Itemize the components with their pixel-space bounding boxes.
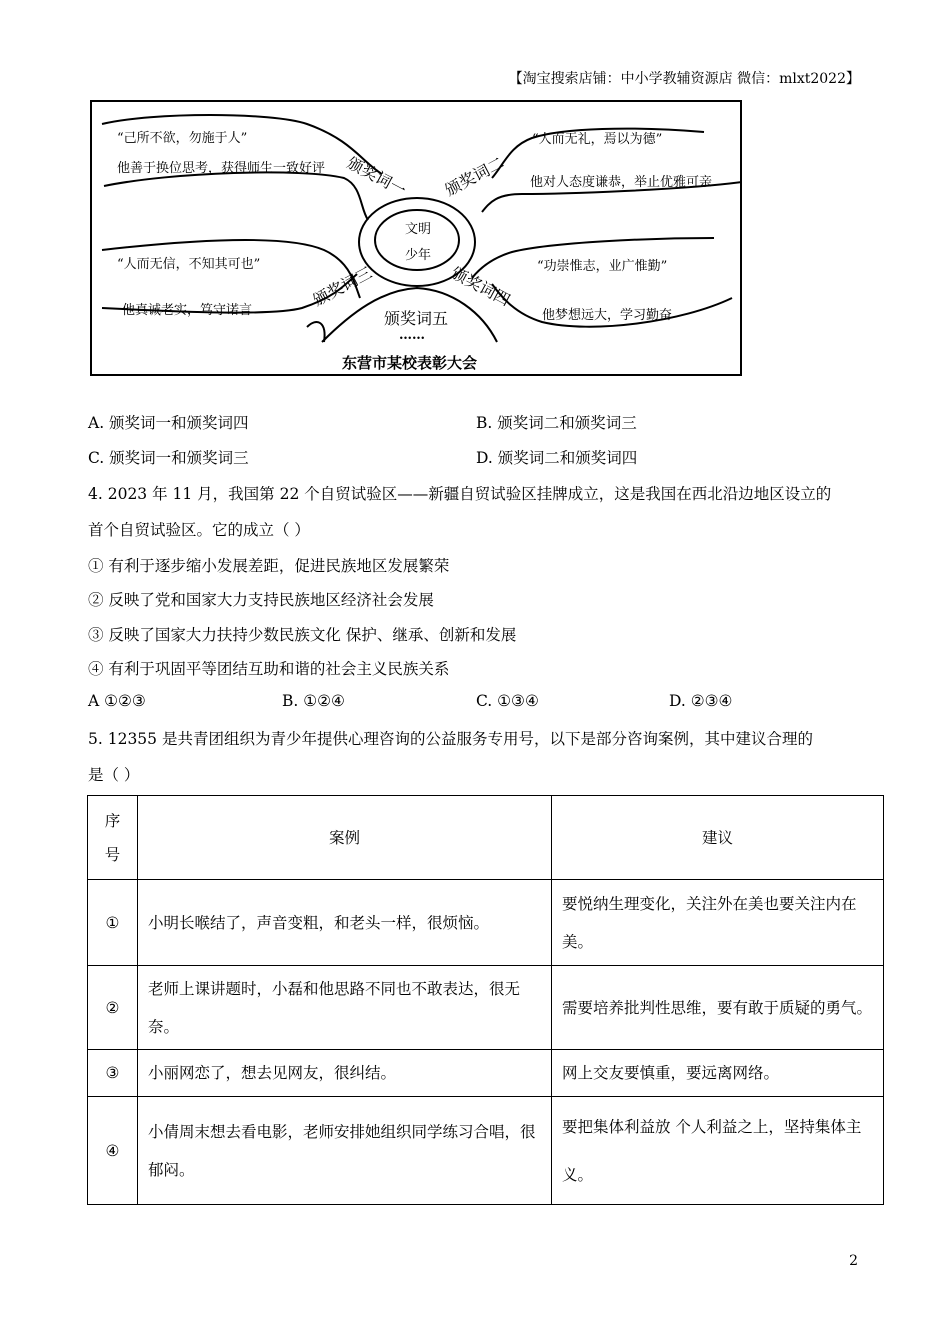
q4-item-1: ① 有利于逐步缩小发展差距，促进民族地区发展繁荣 — [88, 557, 450, 575]
desc-1: 他善于换位思考，获得师生一致好评 — [117, 161, 326, 176]
row-advice: 要悦纳生理变化，关注外在美也要关注内在美。 — [552, 880, 884, 966]
diagram-caption: 东营市某校表彰大会 — [342, 354, 478, 372]
award-label-4: 颁奖词四 — [447, 262, 514, 310]
table-row — [88, 1097, 884, 1205]
row-number: ① — [88, 880, 138, 966]
desc-2: 他对人态度谦恭，举止优雅可亲 — [530, 175, 713, 190]
desc-3: 他真诚老实，笃守诺言 — [122, 303, 253, 318]
q4-option-b: B. ①②④ — [282, 692, 345, 710]
q3-option-a: A. 颁奖词一和颁奖词四 — [88, 414, 249, 432]
row-case: 小明长喉结了，声音变粗，和老头一样，很烦恼。 — [138, 880, 552, 966]
header-number-line-1: 序 — [104, 811, 121, 830]
header-number-line-2: 号 — [104, 845, 121, 864]
q5-stem-line-2: 是（ ） — [88, 766, 140, 784]
award-label-2: 颁奖词二 — [441, 152, 508, 200]
header-advice: 建议 — [552, 796, 884, 880]
q4-option-d: D. ②③④ — [669, 692, 733, 710]
quote-4: “功崇惟志，业广惟勤” — [537, 259, 668, 274]
award-mind-map — [90, 100, 742, 376]
center-label-1: 文明 — [405, 222, 432, 237]
q4-option-c: C. ①③④ — [476, 692, 539, 710]
table-row — [88, 880, 884, 966]
row-number: ② — [88, 966, 138, 1050]
row-advice: 需要培养批判性思维，要有敢于质疑的勇气。 — [552, 966, 884, 1050]
quote-3: “人而无信，不知其可也” — [117, 257, 261, 272]
q5-stem-line-1: 5. 12355 是共青团组织为青少年提供心理咨询的公益服务专用号，以下是部分咨询案例，其中建议合理的 — [88, 730, 813, 748]
q3-option-c: C. 颁奖词一和颁奖词三 — [88, 449, 249, 467]
row-advice: 网上交友要慎重，要远离网络。 — [552, 1050, 884, 1097]
center-label-2: 少年 — [405, 248, 432, 263]
page-number: 2 — [849, 1253, 858, 1269]
quote-1: “己所不欲，勿施于人” — [117, 131, 248, 146]
header-number — [88, 796, 138, 880]
q4-stem-line-2: 首个自贸试验区。它的成立（ ） — [88, 521, 310, 539]
q4-option-a: A ①②③ — [88, 692, 146, 710]
q3-option-d: D. 颁奖词二和颁奖词四 — [476, 449, 638, 467]
row-number: ③ — [88, 1050, 138, 1097]
q4-stem-line-1: 4. 2023 年 11 月，我国第 22 个自贸试验区——新疆自贸试验区挂牌成立，这是我国在西北沿边地区设立的 — [88, 485, 832, 503]
quote-2: “人而无礼，焉以为德” — [532, 132, 663, 147]
row-advice: 要把集体利益放 个人利益之上，坚持集体主义。 — [552, 1097, 884, 1205]
q4-item-2: ② 反映了党和国家大力支持民族地区经济社会发展 — [88, 591, 434, 609]
desc-4: 他梦想远大，学习勤奋 — [542, 308, 673, 323]
row-case: 老师上课讲题时，小磊和他思路不同也不敢表达，很无奈。 — [138, 966, 552, 1050]
q4-item-4: ④ 有利于巩固平等团结互助和谐的社会主义民族关系 — [88, 660, 450, 678]
ellipsis: …… — [399, 328, 425, 343]
award-label-1: 颁奖词一 — [343, 152, 410, 200]
row-case: 小丽网恋了，想去见网友，很纠结。 — [138, 1050, 552, 1097]
q3-option-b: B. 颁奖词二和颁奖词三 — [476, 414, 637, 432]
award-label-5: 颁奖词五 — [384, 309, 449, 328]
q4-item-3: ③ 反映了国家大力扶持少数民族文化 保护、继承、创新和发展 — [88, 626, 517, 644]
award-label-3: 颁奖词三 — [309, 262, 376, 310]
row-number: ④ — [88, 1097, 138, 1205]
page-header: 【淘宝搜索店铺：中小学教辅资源店 微信：mlxt2022】 — [508, 71, 860, 87]
row-case: 小倩周末想去看电影，老师安排她组织同学练习合唱，很郁闷。 — [138, 1097, 552, 1205]
table-row — [88, 1050, 884, 1097]
table-header-row — [88, 796, 884, 880]
header-case: 案例 — [138, 796, 552, 880]
table-row — [88, 966, 884, 1050]
consultation-table — [87, 795, 884, 1205]
